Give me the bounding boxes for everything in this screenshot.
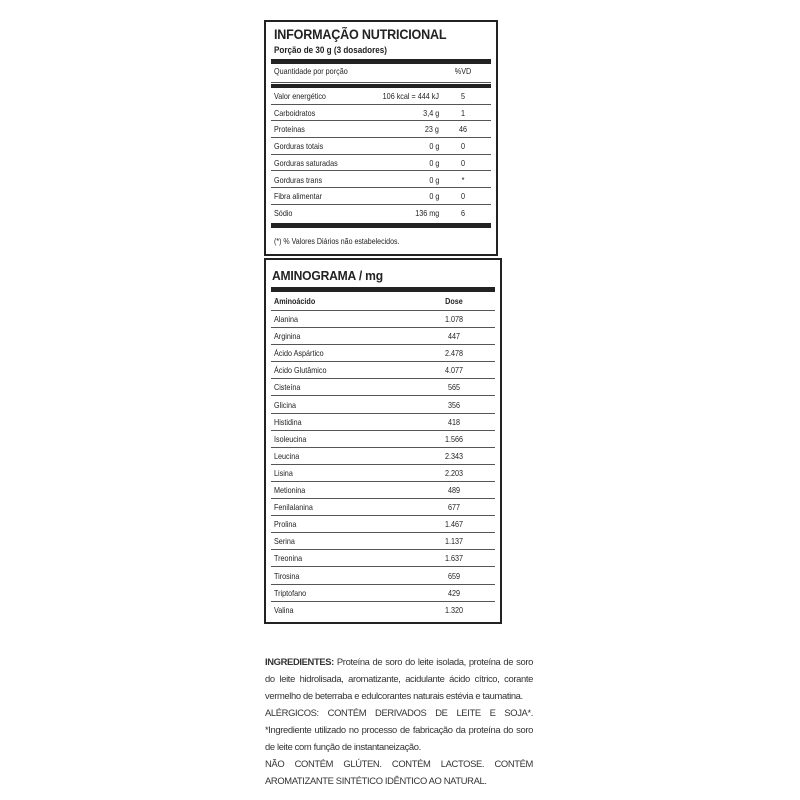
aminoacid-row <box>271 431 495 448</box>
aminoacid-row <box>271 379 495 396</box>
aminoacid-name: Valina <box>274 605 294 615</box>
aminoacid-name: Serina <box>274 537 295 547</box>
aminoacid-name: Fenilalanina <box>274 503 313 513</box>
aminoacid-name: Treonina <box>274 554 303 564</box>
serving-size: Porção de 30 g (3 dosadores) <box>274 45 387 55</box>
aminoacid-row <box>271 362 495 379</box>
aminoacid-row <box>271 499 495 516</box>
aminoacid-row <box>271 397 495 414</box>
aminoacid-name: Alanina <box>274 315 299 324</box>
nutrition-footnote: (*) % Valores Diários não estabelecidos. <box>274 237 400 246</box>
nutrient-amount: 106 kcal = 444 kJ <box>382 92 439 101</box>
ingredients-label: INGREDIENTES: <box>265 656 334 667</box>
nutrition-row <box>271 121 491 138</box>
aminoacid-name: Ácido Aspártico <box>274 349 324 359</box>
ingredients-list: Proteína de soro do leite isolada, proteína de soro do leite hidrolisada, aromatizante, acidulante ácido cítrico, corante vermelho de beterraba e edulcorantes naturais estévia e taumatina. <box>265 656 533 701</box>
nutrient-vd: 46 <box>458 125 468 135</box>
thick-divider <box>271 287 495 292</box>
aminogram-table <box>264 258 502 624</box>
aminogram-title: AMINOGRAMA / mg <box>272 268 383 283</box>
nutrition-row <box>271 172 491 189</box>
nutrition-row <box>271 105 491 122</box>
aminoacid-name: Prolina <box>274 520 297 530</box>
warnings-text: NÃO CONTÉM GLÚTEN. CONTÉM LACTOSE. CONTÉM AROMATIZANTE SINTÉTICO IDÊNTICO AO NATURAL. <box>265 758 533 786</box>
aminoacid-name: Tirosina <box>274 571 300 581</box>
nutrient-name: Gorduras totais <box>274 142 324 152</box>
aminoacid-name: Triptofano <box>274 588 307 598</box>
nutrient-name: Gorduras trans <box>274 175 323 185</box>
aminoacid-dose: 1.078 <box>444 315 464 324</box>
nutrient-amount: 23 g <box>424 125 439 135</box>
aminoacid-row <box>271 311 495 328</box>
nutrient-name: Gorduras saturadas <box>274 158 338 168</box>
nutrient-vd: 0 <box>460 158 466 168</box>
aminoacid-row <box>271 345 495 362</box>
aminoacid-name: Metionina <box>274 486 306 495</box>
aminoacid-name: Arginina <box>274 332 301 342</box>
aminoacid-dose: 1.566 <box>444 434 464 444</box>
thick-divider <box>271 59 491 64</box>
nutrient-name: Sódio <box>274 208 293 218</box>
aminoacid-dose: 489 <box>447 486 461 495</box>
aminoacid-row <box>271 448 495 465</box>
nutrient-amount: 136 mg <box>414 208 439 218</box>
nutrient-name: Fibra alimentar <box>274 192 323 202</box>
nutrition-row <box>271 205 491 222</box>
aminoacid-row <box>271 568 495 585</box>
aminoacid-dose: 1.467 <box>444 520 464 530</box>
aminoacid-row <box>271 533 495 550</box>
aminoacid-name: Cisteína <box>274 383 301 393</box>
nutrient-amount: 0 g <box>428 192 439 202</box>
quantity-header: Quantidade por porção <box>274 67 348 76</box>
nutrient-amount: 3,4 g <box>422 108 439 118</box>
nutrient-amount: 0 g <box>428 142 439 152</box>
aminoacid-row <box>271 328 495 345</box>
aminoacid-dose: 447 <box>447 332 461 342</box>
aminoacid-dose: 356 <box>447 400 461 410</box>
aminoacid-name: Histidina <box>274 417 302 427</box>
aminoacid-name: Isoleucina <box>274 434 307 444</box>
ingredients-text <box>265 653 533 789</box>
nutrient-name: Valor energético <box>274 92 326 101</box>
nutrient-name: Carboidratos <box>274 108 316 118</box>
nutrition-title: INFORMAÇÃO NUTRICIONAL <box>274 27 447 42</box>
aminoacid-dose: 1.137 <box>444 537 464 547</box>
nutrition-row <box>271 88 491 105</box>
nutrition-header-row <box>271 67 491 83</box>
aminoacid-row <box>271 550 495 567</box>
allergens-text: ALÉRGICOS: CONTÉM DERIVADOS DE LEITE E SOJA*. *Ingrediente utilizado no processo de fabricação da proteína do soro de leite com função de instantaneização. <box>265 707 533 752</box>
nutrition-row <box>271 188 491 205</box>
nutrient-vd: 0 <box>460 192 466 202</box>
nutrient-vd: 6 <box>460 208 466 218</box>
thick-divider <box>271 223 491 228</box>
aminoacid-dose: 2.478 <box>444 349 464 359</box>
aminoacid-dose: 429 <box>447 588 461 598</box>
aminoacid-dose: 2.343 <box>444 451 464 461</box>
aminoacid-row <box>271 516 495 533</box>
aminoacid-row <box>271 602 495 619</box>
dose-header: Dose <box>445 297 463 306</box>
nutrition-row <box>271 155 491 172</box>
nutrient-vd: * <box>461 175 465 185</box>
nutrient-vd: 1 <box>460 108 466 118</box>
aminoacid-row <box>271 585 495 602</box>
aminoacid-dose: 677 <box>447 503 461 513</box>
aminoacid-header: Aminoácido <box>274 297 316 306</box>
nutrient-name: Proteínas <box>274 125 305 135</box>
aminoacid-name: Ácido Glutâmico <box>274 366 327 376</box>
aminoacid-dose: 1.320 <box>444 605 464 615</box>
aminogram-header-row <box>271 294 495 311</box>
aminoacid-dose: 4.077 <box>444 366 464 376</box>
aminoacid-dose: 659 <box>447 571 461 581</box>
aminoacid-row <box>271 482 495 499</box>
aminoacid-row <box>271 414 495 431</box>
vd-header: %VD <box>454 67 472 76</box>
aminoacid-dose: 1.637 <box>444 554 464 564</box>
aminoacid-name: Leucina <box>274 451 300 461</box>
aminoacid-dose: 418 <box>447 417 461 427</box>
aminoacid-row <box>271 465 495 482</box>
aminoacid-dose: 565 <box>447 383 461 393</box>
nutrient-amount: 0 g <box>428 175 439 185</box>
nutrient-vd: 5 <box>460 92 466 101</box>
aminoacid-dose: 2.203 <box>444 468 464 478</box>
nutrient-vd: 0 <box>460 142 466 152</box>
aminoacid-name: Lisina <box>274 468 293 478</box>
nutrient-amount: 0 g <box>428 158 439 168</box>
nutrition-row <box>271 138 491 155</box>
aminoacid-name: Glicina <box>274 400 297 410</box>
nutrition-facts-table <box>264 20 498 256</box>
